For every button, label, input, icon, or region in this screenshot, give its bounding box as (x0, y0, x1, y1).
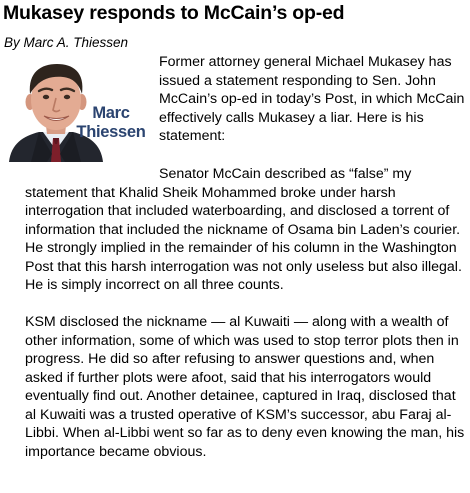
author-last-name: Thiessen (76, 123, 146, 141)
author-first-name: Marc (92, 104, 130, 122)
author-badge (3, 58, 149, 162)
intro-paragraph: Former attorney general Michael Mukasey has issued a statement responding to Sen. John McCain’s op-ed in today’s Post, in which McCain effectively calls Mukasey a liar. Here is his statement: (159, 54, 465, 144)
statement-paragraph: Senator McCain described as “false” my statement that Khalid Sheik Mohammed broke under harsh interrogation that included waterboarding, and disclosed a torrent of information that included the nickname of Osama bin Laden’s courier. He strongly implied in the remainder of his column in the Washington Post that this harsh interrogation was not only useless but also illegal. He is simply incorrect on all three counts. (25, 166, 462, 293)
statement-quote (25, 165, 468, 461)
byline: By Marc A. Thiessen (4, 35, 129, 50)
author-badge-name (71, 104, 151, 142)
article-headline: Mukasey responds to McCain’s op-ed (3, 2, 345, 24)
statement-paragraph: KSM disclosed the nickname — al Kuwaiti — along with a wealth of other information, some of which was used to stop terror plots then in progress. He did so after refusing to answer questions and, when asked if further plots were afoot, said that his interrogators would eventually find out. Another detainee, captured in Iraq, disclosed that al Kuwaiti was a trusted operative of KSM’s successor, abu Faraj al-Libbi. When al-Libbi went so far as to deny even knowing the man, his importance became obvious. (25, 314, 465, 460)
